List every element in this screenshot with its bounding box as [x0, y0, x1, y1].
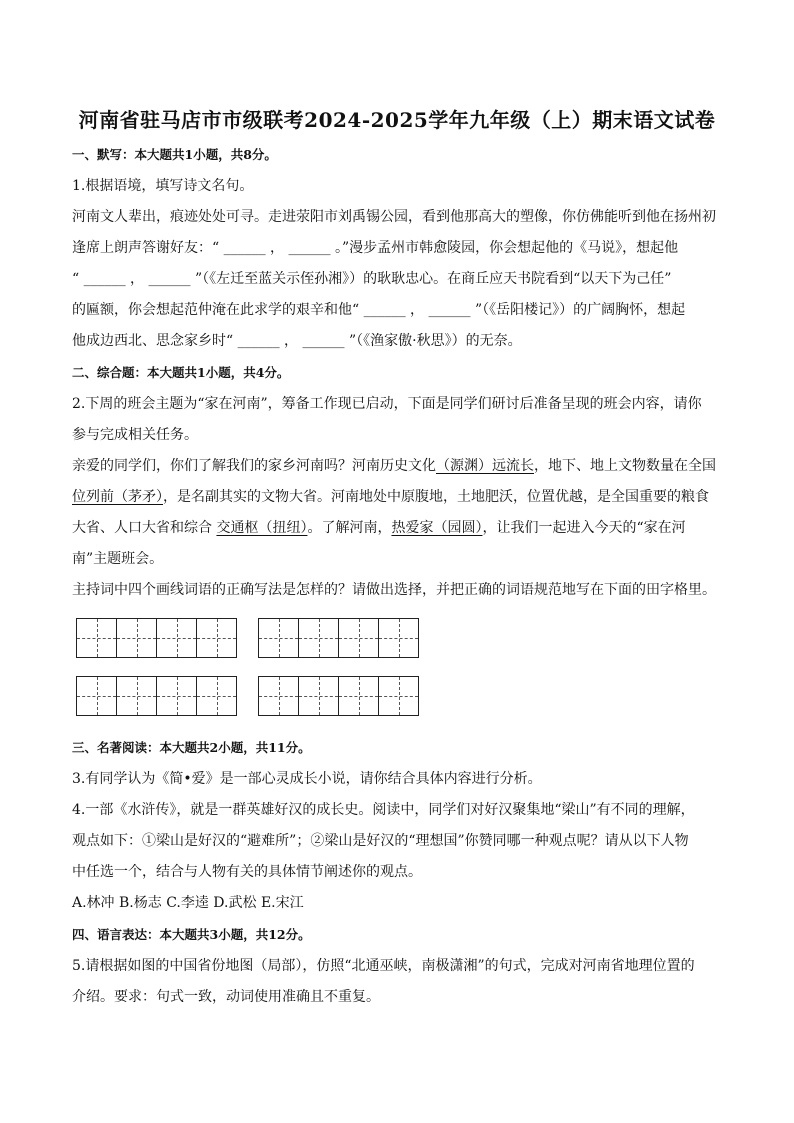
q1-line-1: 河南文人辈出，痕迹处处可寻。走进荥阳市刘禹锡公园，看到他那高大的塑像，你仿佛能听到他在扬州初 [72, 209, 716, 225]
grid-cell[interactable] [77, 619, 117, 657]
q2-line-4 [72, 487, 732, 507]
q2-text: ，是名副其实的文物大省。河南地处中原腹地，土地肥沃，位置优越，是全国重要的粮食 [163, 489, 709, 505]
answer-grid-2[interactable] [258, 618, 419, 658]
answer-grid-3[interactable] [76, 676, 237, 716]
q5-line-1: 5.请根据如图的中国省份地图（局部），仿照“北通巫峡，南极潇湘”的句式，完成对河南省地理位置的 [72, 958, 695, 974]
grid-cell[interactable] [197, 677, 236, 715]
q2-line-7: 主持词中四个画线词语的正确写法是怎样的？请做出选择，并把正确的词语规范地写在下面的田字格里。 [72, 582, 716, 598]
answer-grid-1[interactable] [76, 618, 237, 658]
answer-grid-4[interactable] [258, 676, 419, 716]
q2-line-5 [72, 518, 732, 538]
q1-line-5: 他成边西北、思念家乡时“ ______ ， ______ ”（《渔家傲·秋思》）的无奈。 [72, 333, 522, 349]
q4-options: A.林冲 B.杨志 C.李逵 D.武松 E.宋江 [72, 895, 304, 911]
grid-cell[interactable] [379, 619, 418, 657]
q4-line-3: 中任选一个，结合与人物有关的具体情节阐述你的观点。 [72, 864, 422, 880]
grid-cell[interactable] [197, 619, 236, 657]
q2-text: 大省、人口大省和综合 [72, 520, 217, 536]
q1-stem: 1.根据语境，填写诗文名句。 [72, 178, 254, 194]
grid-cell[interactable] [299, 677, 339, 715]
q2-line-6: 南”主题班会。 [72, 551, 164, 567]
q4-line-2: 观点如下：①梁山是好汉的“避难所”；②梁山是好汉的“理想国”你赞同哪一种观点呢？请从以下人物 [72, 833, 689, 849]
underlined-word-4: 热爱家（园圆） [391, 520, 483, 536]
section-heading-3: 三、名著阅读：本大题共2小题，共11分。 [72, 740, 311, 755]
q2-text: ，地下、地上文物数量在全国 [534, 458, 716, 474]
grid-cell[interactable] [339, 677, 379, 715]
grid-cell[interactable] [379, 677, 418, 715]
q1-line-2: 逢席上朗声答谢好友：“ ______ ， ______ 。”漫步孟州市韩愈陵园，你会想起他的《马说》，想起他 [72, 240, 679, 256]
grid-cell[interactable] [299, 619, 339, 657]
q2-text: ，让我们一起进入今天的“家在河 [482, 520, 686, 536]
grid-cell[interactable] [117, 619, 157, 657]
q2-text: 。了解河南， [307, 520, 392, 536]
underlined-word-1: （源渊）远流长 [436, 458, 534, 474]
grid-cell[interactable] [117, 677, 157, 715]
underlined-word-2: 位列前（茅矛） [72, 489, 163, 505]
exam-title: 河南省驻马店市市级联考2024-2025学年九年级（上）期末语文试卷 [78, 108, 716, 132]
q3-line-1: 3.有同学认为《简•爱》是一部心灵成长小说，请你结合具体内容进行分析。 [72, 771, 542, 787]
underlined-word-3: 交通枢（扭纽） [216, 520, 308, 536]
grid-cell[interactable] [259, 619, 299, 657]
q2-line-3 [72, 456, 732, 476]
grid-cell[interactable] [339, 619, 379, 657]
section-heading-1: 一、默写：本大题共1小题，共8分。 [72, 147, 277, 162]
q4-line-1: 4.一部《水浒传》，就是一群英雄好汉的成长史。阅读中，同学们对好汉聚集地“梁山”有不同的理解， [72, 802, 695, 818]
q5-line-2: 介绍。要求：句式一致，动词使用准确且不重复。 [72, 989, 380, 1005]
q1-line-3: “ ______ ， ______ ”（《左迁至蓝关示侄孙湘》）的耿耿忠心。在商丘应天书院看到“以天下为己任” [72, 271, 672, 287]
section-heading-4: 四、语言表达：本大题共3小题，共12分。 [72, 927, 311, 942]
grid-cell[interactable] [259, 677, 299, 715]
q2-line-1: 2.下周的班会主题为“家在河南”，筹备工作现已启动，下面是同学们研讨后准备呈现的班会内容，请你 [72, 396, 702, 412]
grid-cell[interactable] [157, 677, 197, 715]
q1-line-4: 的匾额，你会想起范仲淹在此求学的艰辛和他“ ______ ， ______ ”（《岳阳楼记》）的广阔胸怀，想起 [72, 302, 686, 318]
grid-cell[interactable] [157, 619, 197, 657]
section-heading-2: 二、综合题：本大题共1小题，共4分。 [72, 365, 290, 380]
grid-cell[interactable] [77, 677, 117, 715]
q2-line-2: 参与完成相关任务。 [72, 427, 198, 443]
q2-text: 亲爱的同学们，你们了解我们的家乡河南吗？河南历史文化 [72, 458, 436, 474]
